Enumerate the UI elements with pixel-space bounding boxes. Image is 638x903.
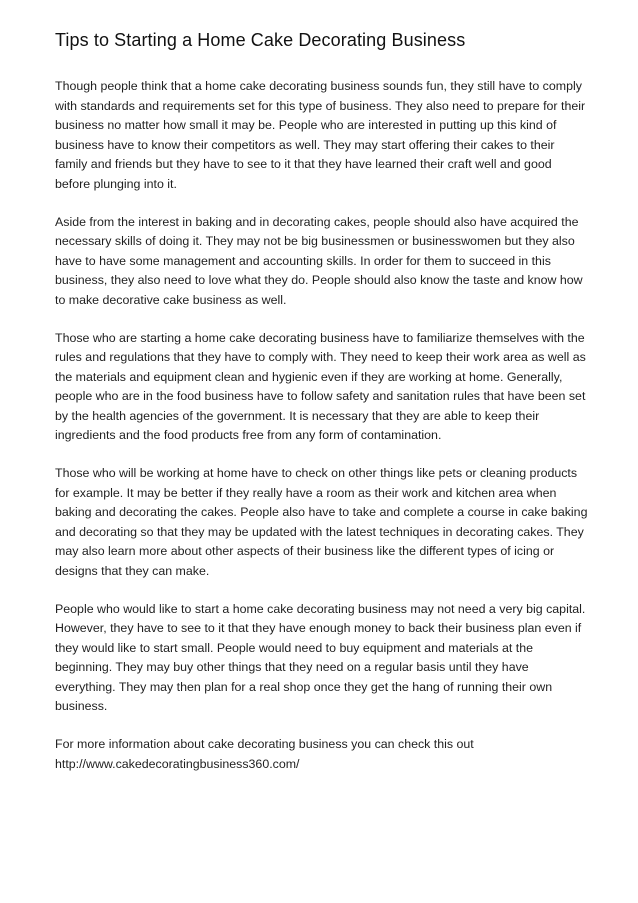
document-title: Tips to Starting a Home Cake Decorating Business bbox=[55, 30, 466, 50]
paragraph-4: Those who will be working at home have to check on other things like pets or cleaning products for example. It may be better if they really have a room as their work and kitchen area when baking and decorating the cakes. People also have to take and complete a course in cake baking and decorating so that they may be updated with the latest techniques in decorating cakes. They may also learn more about other aspects of their business like the different types of icing or designs that they can make. bbox=[55, 466, 588, 578]
closing-paragraph bbox=[55, 735, 590, 774]
paragraph-3: Those who are starting a home cake decorating business have to familiarize themselves with the rules and regulations that they have to comply with. They need to keep their work area as well as the materials and equipment clean and hygienic even if they are working at home. Generally, people who are in the food business have to follow safety and sanitation rules that have been set by the health agencies of the government. It is necessary that they are able to keep their ingredients and the food products free from any form of contamination. bbox=[55, 330, 586, 442]
paragraph-2: Aside from the interest in baking and in decorating cakes, people should also have acquired the necessary skills of doing it. They may not be big businessmen or businesswomen but they also have to have some management and accounting skills. In order for them to succeed in this business, they also need to love what they do. People should also know the taste and know how to make decorative cake business as well. bbox=[55, 214, 583, 307]
paragraph-1: Though people think that a home cake decorating business sounds fun, they still have to comply with standards and requirements set for this type of business. They also need to prepare for their business no matter how small it may be. People who are interested in putting up this kind of business have to know their competitors as well. They may start offering their cakes to their family and friends but they have to see to it that they have learned their craft well and good before plunging into it. bbox=[55, 79, 586, 191]
paragraph-5: People who would like to start a home cake decorating business may not need a very big capital. However, they have to see to it that they have enough money to back their business plan even if they would like to start small. People would need to buy equipment and materials at the beginning. They may buy other things that they need on a regular basis until they have everything. They may then plan for a real shop once they get the hang of running their own business. bbox=[55, 601, 586, 713]
closing-text: For more information about cake decorating business you can check this out bbox=[55, 737, 474, 751]
document-page bbox=[55, 28, 590, 793]
website-link[interactable]: http://www.cakedecoratingbusiness360.com/ bbox=[55, 756, 300, 771]
